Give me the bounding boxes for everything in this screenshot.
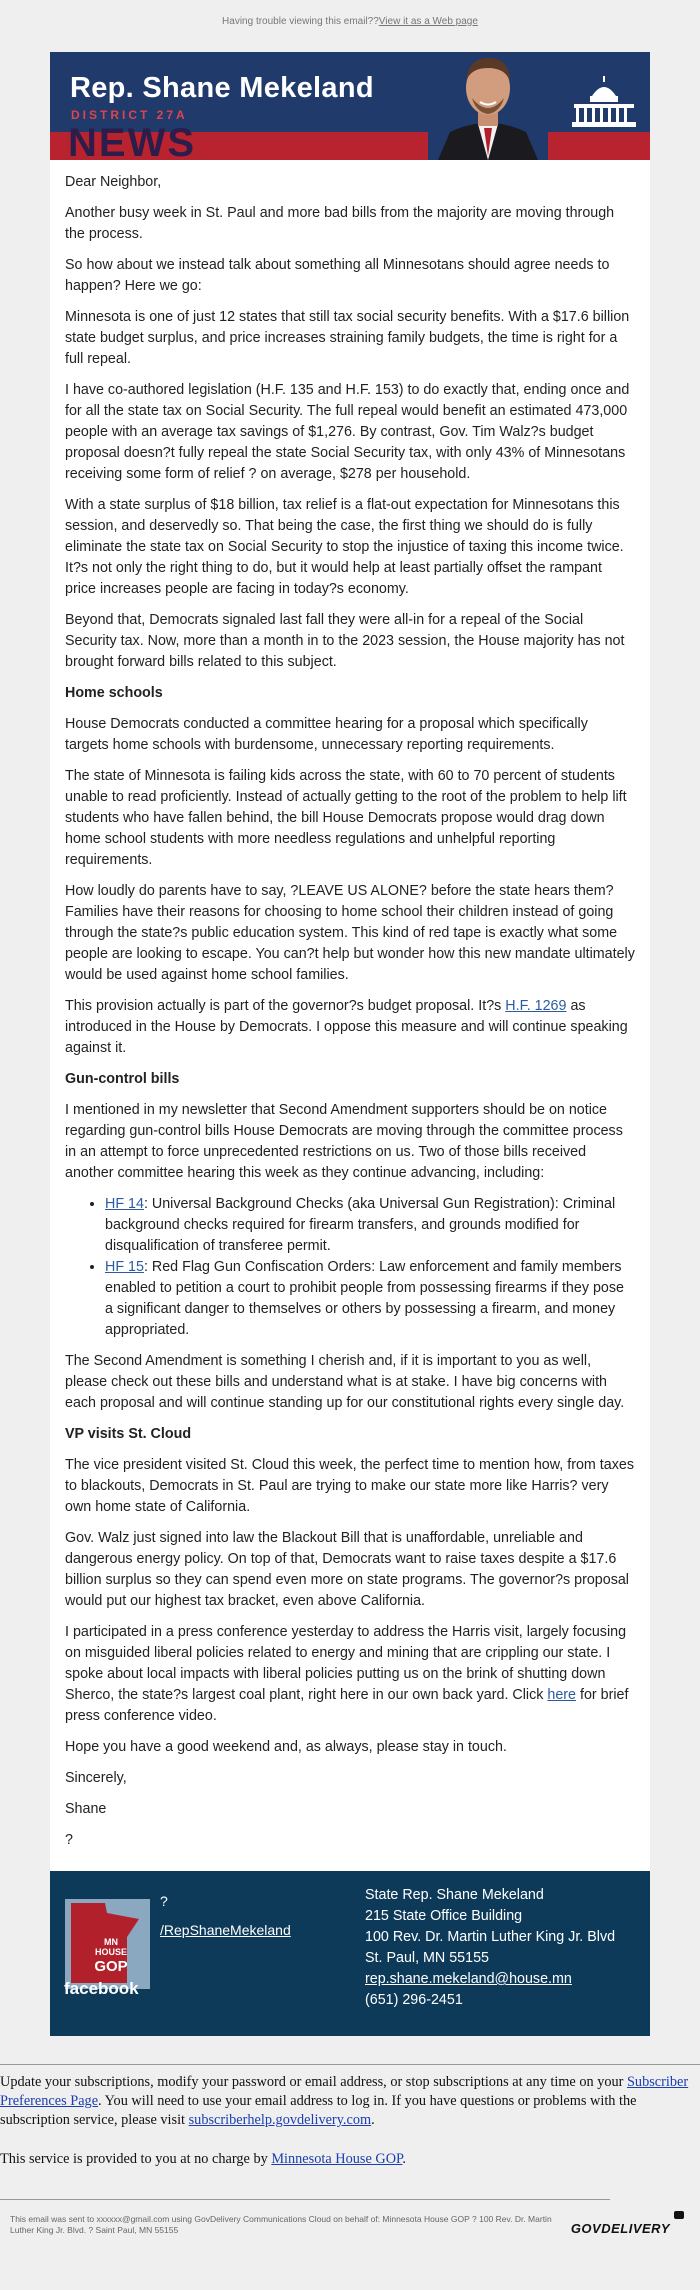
portrait-image <box>428 52 548 160</box>
paragraph: Hope you have a good weekend and, as always, please stay in touch. <box>65 1739 507 1755</box>
subscription-text <box>0 2073 700 2130</box>
house-gop-link[interactable]: Minnesota House GOP <box>271 2151 403 2167</box>
web-view-bar <box>0 0 700 42</box>
video-link[interactable]: here <box>547 1687 576 1703</box>
signature: Shane <box>65 1801 107 1817</box>
paragraph: I mentioned in my newsletter that Second Amendment supporters should be on notice regarding gun-control bills House Democrats are moving through the committee process in an attempt to force unprecedented restrictions on us. Two of those bills received another committee hearing this week as they continue advancing, including: <box>65 1102 623 1181</box>
list-item <box>105 1257 635 1341</box>
signoff: Sincerely, <box>65 1770 127 1786</box>
subscription-notice <box>0 2064 700 2169</box>
contact-phone: (651) 296-2451 <box>365 1992 463 2008</box>
text: . <box>402 2151 406 2167</box>
text: : Universal Background Checks (aka Universal Gun Registration): Criminal background checks required for firearm transfers, and grounds modified for disqualification of transferee permit. <box>105 1196 616 1254</box>
section-heading-gun-control: Gun-control bills <box>65 1071 180 1087</box>
text: as introduced in the House by Democrats. I oppose this measure and will continue speaking against it. <box>65 998 628 1056</box>
contact-email-link[interactable]: rep.shane.mekeland@house.mn <box>365 1971 572 1987</box>
text: I participated in a press conference yesterday to address the Harris visit, largely focusing on misguided liberal policies related to energy and mining that are crippling our state. I spoke about local impacts with liberal policies putting us on the brink of shutting down Sherco, the state?s largest coal plant, right here in our own back yard. Click <box>65 1624 627 1703</box>
section-heading-vp-visit: VP visits St. Cloud <box>65 1426 192 1442</box>
banner-news: NEWS <box>68 121 196 160</box>
paragraph: ? <box>65 1832 73 1848</box>
svg-text:GOP: GOP <box>94 1958 128 1975</box>
greeting: Dear Neighbor, <box>65 174 162 190</box>
contact-block <box>365 1885 615 2011</box>
contact-footer <box>50 1871 650 2036</box>
text: . <box>371 2112 375 2128</box>
text: for brief press conference video. <box>65 1687 629 1724</box>
sent-bar <box>0 2200 700 2236</box>
facebook-handle-link[interactable]: /RepShaneMekeland <box>160 1922 291 1938</box>
unknown-glyph: ? <box>160 1893 168 1909</box>
contact-name: State Rep. Shane Mekeland <box>365 1887 544 1903</box>
paragraph: Minnesota is one of just 12 states that still tax social security benefits. With a $17.6 billion state budget surplus, and price increases straining family budgets, the time is right for a full repeal. <box>65 309 630 367</box>
newsletter-content <box>50 160 650 1871</box>
capitol-icon <box>570 74 638 130</box>
text: Update your subscriptions, modify your password or email address, or stop subscriptions at any time on your <box>0 2074 627 2090</box>
text: : Red Flag Gun Confiscation Orders: Law enforcement and family members enabled to petition a court to prohibit people from possessing firearms if they pose a significant danger to themselves or others by possessing a firearm, and money appropriated. <box>105 1259 624 1338</box>
bill-list <box>65 1194 635 1341</box>
paragraph: Another busy week in St. Paul and more bad bills from the majority are moving through the process. <box>65 205 615 242</box>
govdelivery-brand: GOVDELIVERY <box>570 2221 670 2236</box>
contact-city: St. Paul, MN 55155 <box>365 1950 489 1966</box>
subscriber-help-link[interactable]: subscriberhelp.govdelivery.com <box>188 2112 372 2128</box>
facebook-label: facebook <box>64 1979 139 1998</box>
hf15-link[interactable]: HF 15 <box>105 1259 144 1275</box>
provider-text <box>0 2150 700 2169</box>
hf1269-link[interactable]: H.F. 1269 <box>505 998 567 1014</box>
hf14-link[interactable]: HF 14 <box>105 1196 144 1212</box>
paragraph <box>65 1622 635 1727</box>
email-body <box>50 52 650 1871</box>
paragraph: The state of Minnesota is failing kids across the state, with 60 to 70 percent of students unable to read proficiently. Instead of actually getting to the root of the problem to help lift students who have fallen behind, the bill House Democrats propose would drag down home school students with more needless regulations and unhelpful reporting requirements. <box>65 768 627 868</box>
paragraph: I have co-authored legislation (H.F. 135 and H.F. 153) to do exactly that, ending once and for all the state tax on Social Security. The full repeal would benefit an estimated 473,000 people with an average tax savings of $1,276. By contrast, Gov. Tim Walz?s budget proposal doesn?t fully repeal the state Social Security tax, with only 43% of Minnesotans receiving some form of relief ? on average, $278 per household. <box>65 382 630 482</box>
subscriber-preferences-link[interactable]: Subscriber Preferences Page <box>0 2074 689 2109</box>
banner-district: DISTRICT 27A <box>71 108 188 122</box>
paragraph: House Democrats conducted a committee hearing for a proposal which specifically targets home schools with burdensome, unnecessary reporting requirements. <box>65 716 588 753</box>
chat-bubble-icon <box>674 2211 684 2219</box>
newsletter-banner <box>50 52 650 160</box>
section-heading-home-schools: Home schools <box>65 685 163 701</box>
paragraph: Gov. Walz just signed into law the Blackout Bill that is unaffordable, unreliable and dangerous energy policy. On top of that, Democrats want to raise taxes despite a $17.6 billion surplus so they can spend even more on state programs. The governor?s proposal would put our highest tax bracket, even above California. <box>65 1530 629 1609</box>
paragraph: Beyond that, Democrats signaled last fall they were all-in for a repeal of the Social Security tax. Now, more than a month in to the 2023 session, the House majority has not brought forward bills related to this subject. <box>65 612 625 670</box>
paragraph: So how about we instead talk about something all Minnesotans should agree needs to happen? Here we go: <box>65 257 610 294</box>
paragraph: With a state surplus of $18 billion, tax relief is a flat-out expectation for Minnesotans this session, and deservedly so. That being the case, the first thing we should do is fully eliminate the state tax on Social Security to stop the injustice of taxing this income twice. It?s not only the right thing to do, but it would help at least partially offset the rampant price increases people are facing in today?s economy. <box>65 497 624 597</box>
paragraph <box>65 996 635 1059</box>
trouble-text: Having trouble viewing this email?? <box>222 15 379 27</box>
text: This provision actually is part of the governor?s budget proposal. It?s <box>65 998 506 1014</box>
list-item <box>105 1194 635 1257</box>
text: . You will need to use your email address to log in. If you have questions or problems with the subscription service, please visit <box>0 2093 637 2128</box>
contact-address-2: 100 Rev. Dr. Martin Luther King Jr. Blvd <box>365 1929 616 1945</box>
banner-name: Rep. Shane Mekeland <box>70 72 374 104</box>
sent-to-text: This email was sent to xxxxxx@gmail.com using GovDelivery Communications Cloud on behalf of: Minnesota House GOP ? 100 Rev. Dr. Martin Luther King Jr. Blvd. ? Saint Paul, MN 55155 <box>10 2214 552 2235</box>
svg-text:HOUSE: HOUSE <box>94 1947 128 1957</box>
paragraph: The vice president visited St. Cloud this week, the perfect time to mention how, from taxes to blackouts, Democrats in St. Paul are trying to make our state more like Harris? very own home state of California. <box>65 1457 634 1515</box>
contact-address-1: 215 State Office Building <box>365 1908 523 1924</box>
web-view-link[interactable]: View it as a Web page <box>378 15 478 27</box>
govdelivery-logo <box>571 2221 670 2236</box>
text: This service is provided to you at no charge by <box>0 2151 272 2167</box>
svg-text:MN: MN <box>104 1937 118 1947</box>
paragraph: The Second Amendment is something I cherish and, if it is important to you as well, please check out these bills and understand what is at stake. I have big concerns with each proposal and will continue standing up for our constitutional rights every single day. <box>65 1353 625 1411</box>
paragraph: How loudly do parents have to say, ?LEAVE US ALONE? before the state hears them? Families have their reasons for choosing to home school their children instead of going through the state?s public education system. This kind of red tape is exactly what some people are looking to escape. You can?t help but wonder how this new mandate ultimately would be used against home school families. <box>65 883 635 983</box>
